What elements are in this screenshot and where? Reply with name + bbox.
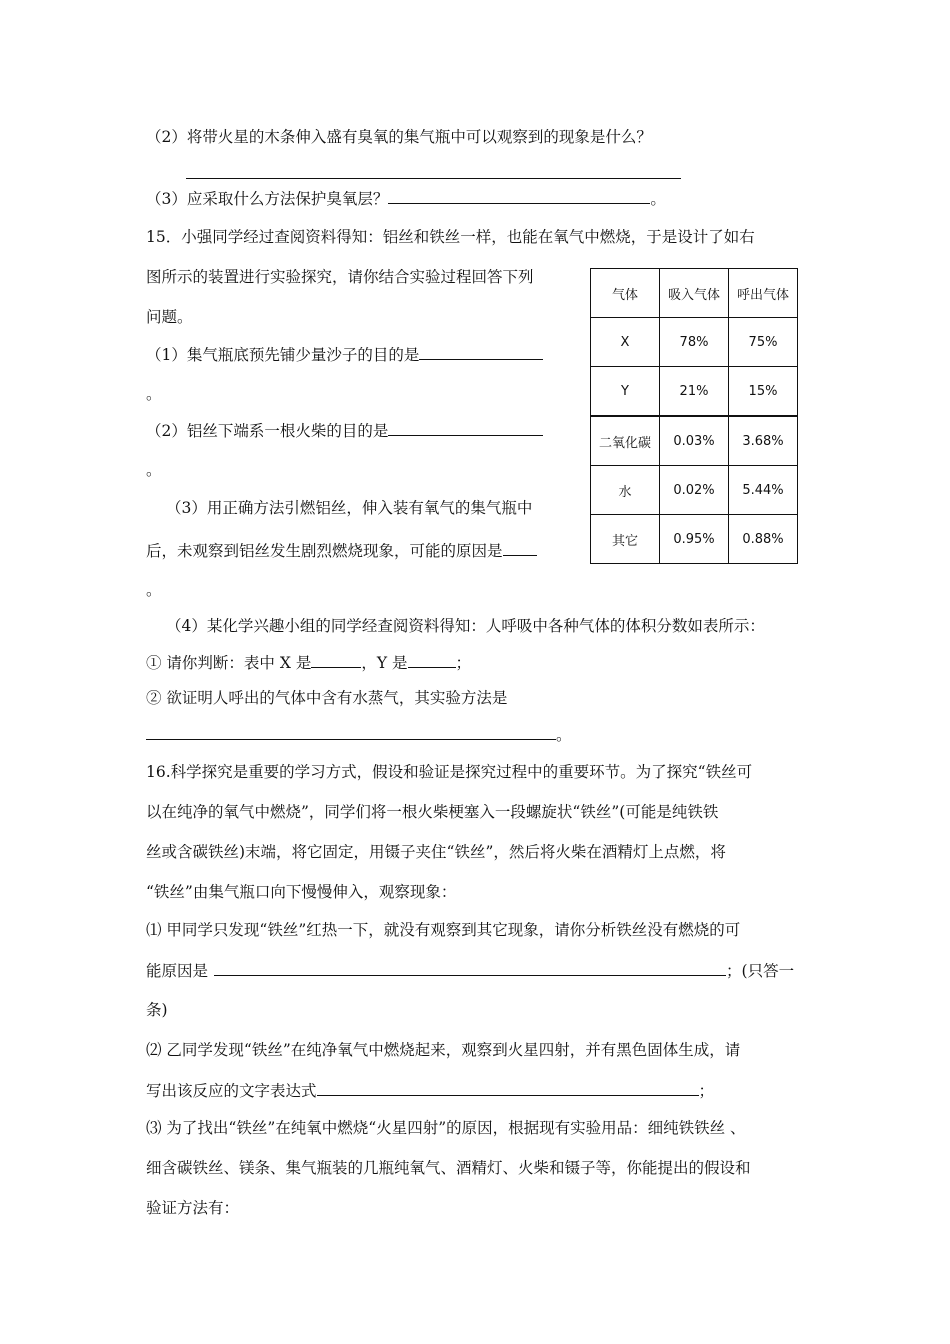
q16-part2-line2 [146, 1080, 714, 1101]
q15-part2 [146, 420, 543, 441]
q14-part2-answer-line [186, 178, 681, 179]
q14-part3-text: （3）应采取什么方法保护臭氧层？ [146, 190, 389, 208]
table-cell: 15% [729, 367, 798, 417]
q14-part2-text: （2）将带火星的木条伸入盛有臭氧的集气瓶中可以观察到的现象是什么？ [146, 128, 652, 146]
table-header: 气体 [591, 269, 660, 318]
table-cell: Y [591, 367, 660, 417]
table-cell: 0.95% [660, 515, 729, 564]
table-cell: 0.02% [660, 466, 729, 515]
table-cell: 78% [660, 318, 729, 367]
q16-line2: 以在纯净的氧气中燃烧”，同学们将一根火柴梗塞入一段螺旋状“铁丝”(可能是纯铁铁 [146, 803, 719, 821]
table-header: 呼出气体 [729, 269, 798, 318]
q15-intro-line3: 问题。 [146, 308, 193, 326]
q16-part1-line3: 条) [146, 1001, 168, 1019]
table-row [591, 515, 798, 564]
table-row [591, 466, 798, 515]
q16-line1: 16.科学探究是重要的学习方式，假设和验证是探究过程中的重要环节。为了探究“铁丝可 [146, 763, 753, 781]
table-cell: 3.68% [729, 416, 798, 466]
q15-part2-blank [388, 420, 543, 436]
q16-part2-line1: ⑵ 乙同学发现“铁丝”在纯净氧气中燃烧起来，观察到火星四射，并有黑色固体生成，请 [146, 1041, 741, 1059]
q15-part4-1-text-c: ； [455, 654, 472, 672]
q14-part3 [146, 188, 666, 209]
q16-part1-text: 能原因是 [146, 962, 209, 980]
q15-part3-text: 后，未观察到铝丝发生剧烈燃烧现象，可能的原因是 [146, 542, 503, 560]
q15-part1-end: 。 [146, 385, 162, 403]
q14-part3-end: 。 [650, 190, 666, 208]
q15-part4-2-answer [146, 724, 572, 745]
table-cell: 75% [729, 318, 798, 367]
table-cell: 21% [660, 367, 729, 417]
q15-part1-text: （1）集气瓶底预先铺少量沙子的目的是 [146, 346, 420, 364]
q16-part2-blank [317, 1080, 699, 1096]
q15-part4-1-text-b: ，Y 是 [361, 654, 408, 672]
table-header: 吸入气体 [660, 269, 729, 318]
q16-part3-line3: 验证方法有： [146, 1199, 240, 1217]
q15-part4-1-text-a: ① 请你判断：表中 X 是 [146, 654, 312, 672]
q16-part1-line2 [146, 960, 794, 981]
q15-part2-text: （2）铝丝下端系一根火柴的目的是 [146, 422, 389, 440]
table-cell: 0.03% [660, 416, 729, 466]
q15-part1 [146, 344, 543, 365]
q16-part1-blank [214, 960, 726, 976]
q15-part3-line2 [146, 540, 537, 561]
q15-intro-line1: 15．小强同学经过查阅资料得知：铝丝和铁丝一样，也能在氧气中燃烧，于是设计了如右 [146, 228, 755, 246]
q15-part3-line1: （3）用正确方法引燃铝丝，伸入装有氧气的集气瓶中 [166, 499, 533, 517]
q16-part2-end: ； [698, 1082, 715, 1100]
table-cell: 二氧化碳 [591, 416, 660, 466]
table-cell: 5.44% [729, 466, 798, 515]
table-cell: X [591, 318, 660, 367]
table-cell: 其它 [591, 515, 660, 564]
q15-part4-2-end: 。 [556, 726, 572, 744]
q16-part1-end: ；(只答一 [726, 962, 795, 980]
q15-intro-line2: 图所示的装置进行实验探究，请你结合实验过程回答下列 [146, 268, 534, 286]
breath-gas-table [590, 268, 798, 564]
q16-part3-line1: ⑶ 为了找出“铁丝”在纯氧中燃烧“火星四射”的原因，根据现有实验用品：细纯铁铁丝 、 [146, 1119, 746, 1137]
q15-part4-text: （4）某化学兴趣小组的同学经查阅资料得知：人呼吸中各种气体的体积分数如表所示： [166, 617, 765, 635]
q16-part1-line1: ⑴ 甲同学只发现“铁丝”红热一下，就没有观察到其它现象，请你分析铁丝没有燃烧的可 [146, 921, 741, 939]
q15-y-blank [408, 652, 456, 668]
table-row [591, 367, 798, 417]
table-header-row [591, 269, 798, 318]
q14-part3-blank [388, 188, 650, 204]
q15-part1-blank [419, 344, 543, 360]
q16-line3: 丝或含碳铁丝)末端，将它固定，用镊子夹住“铁丝”，然后将火柴在酒精灯上点燃，将 [146, 843, 726, 861]
q15-x-blank [311, 652, 361, 668]
q15-part4-2-text: ② 欲证明人呼出的气体中含有水蒸气，其实验方法是 [146, 689, 508, 707]
q15-part4-2-blank [146, 724, 556, 740]
q16-part3-line2: 细含碳铁丝、镁条、集气瓶装的几瓶纯氧气、酒精灯、火柴和镊子等，你能提出的假设和 [146, 1159, 751, 1177]
table-cell: 0.88% [729, 515, 798, 564]
q15-part2-end: 。 [146, 461, 162, 479]
q16-part2-text: 写出该反应的文字表达式 [146, 1082, 317, 1100]
table-cell: 水 [591, 466, 660, 515]
table-row [591, 318, 798, 367]
q16-line4: “铁丝”由集气瓶口向下慢慢伸入，观察现象： [146, 883, 457, 901]
q15-part3-blank [503, 540, 537, 556]
q15-part3-end: 。 [146, 581, 162, 599]
table-row [591, 416, 798, 466]
q15-part4-1 [146, 652, 471, 673]
